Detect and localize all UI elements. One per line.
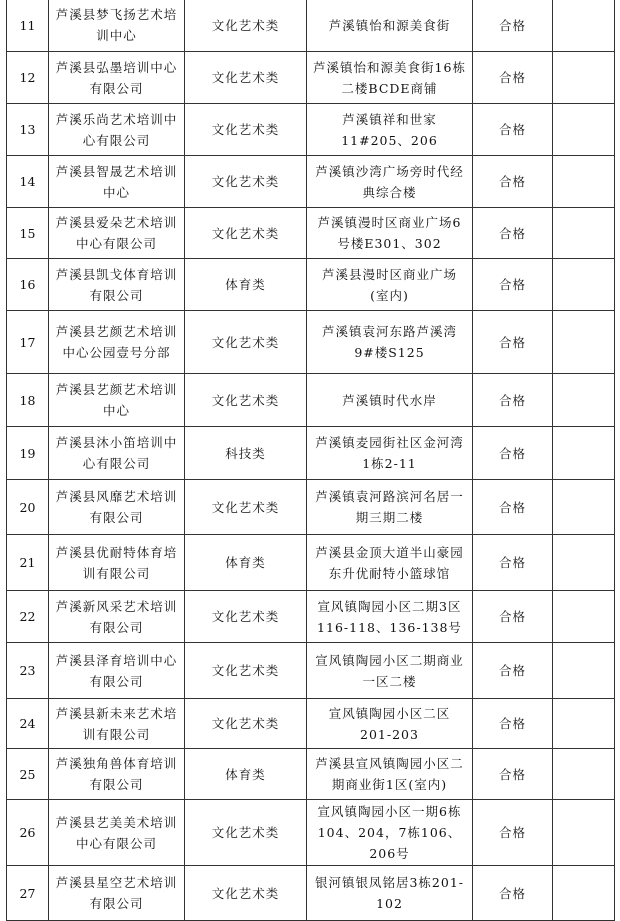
- inspection-result-cell: 合格: [473, 52, 553, 104]
- remark-cell: [553, 427, 615, 480]
- row-number-cell: 25: [7, 749, 49, 800]
- remark-cell: [553, 800, 615, 866]
- institution-name-cell: 芦溪新风采艺术培训有限公司: [49, 591, 185, 643]
- inspection-result-cell: 合格: [473, 427, 553, 480]
- category-cell: 文化艺术类: [185, 311, 307, 374]
- table-row: [7, 208, 615, 259]
- address-cell: 芦溪镇怡和源美食街: [307, 0, 473, 52]
- address-cell: 芦溪镇麦园街社区金河湾1栋2-11: [307, 427, 473, 480]
- inspection-result-cell: 合格: [473, 800, 553, 866]
- address-cell: 芦溪镇袁河路滨河名居一期三期二楼: [307, 480, 473, 535]
- remark-cell: [553, 699, 615, 749]
- remark-cell: [553, 208, 615, 259]
- table-row: [7, 591, 615, 643]
- remark-cell: [553, 480, 615, 535]
- institution-name-cell: 芦溪县优耐特体育培训有限公司: [49, 535, 185, 591]
- remark-cell: [553, 749, 615, 800]
- institution-name-cell: 芦溪县弘墨培训中心有限公司: [49, 52, 185, 104]
- category-cell: 文化艺术类: [185, 866, 307, 921]
- category-cell: 体育类: [185, 259, 307, 311]
- address-cell: 芦溪镇沙湾广场旁时代经典综合楼: [307, 156, 473, 208]
- address-cell: 芦溪镇祥和世家11#205、206: [307, 104, 473, 156]
- inspection-result-cell: 合格: [473, 0, 553, 52]
- remark-cell: [553, 643, 615, 699]
- category-cell: 文化艺术类: [185, 208, 307, 259]
- institution-name-cell: 芦溪独角兽体育培训有限公司: [49, 749, 185, 800]
- table-row: [7, 427, 615, 480]
- row-number-cell: 13: [7, 104, 49, 156]
- row-number-cell: 26: [7, 800, 49, 866]
- table-row: [7, 749, 615, 800]
- inspection-result-cell: 合格: [473, 699, 553, 749]
- inspection-result-cell: 合格: [473, 104, 553, 156]
- remark-cell: [553, 311, 615, 374]
- category-cell: 文化艺术类: [185, 156, 307, 208]
- remark-cell: [553, 591, 615, 643]
- table-body: [7, 0, 615, 921]
- remark-cell: [553, 156, 615, 208]
- inspection-result-cell: 合格: [473, 749, 553, 800]
- address-cell: 芦溪县漫时区商业广场(室内): [307, 259, 473, 311]
- institution-name-cell: 芦溪县艺美美术培训中心有限公司: [49, 800, 185, 866]
- row-number-cell: 24: [7, 699, 49, 749]
- row-number-cell: 23: [7, 643, 49, 699]
- category-cell: 文化艺术类: [185, 104, 307, 156]
- table-row: [7, 480, 615, 535]
- inspection-result-cell: 合格: [473, 374, 553, 427]
- address-cell: 芦溪镇袁河东路芦溪湾9#楼S125: [307, 311, 473, 374]
- remark-cell: [553, 52, 615, 104]
- category-cell: 文化艺术类: [185, 480, 307, 535]
- row-number-cell: 27: [7, 866, 49, 921]
- address-cell: 宣风镇陶园小区二期商业一区二楼: [307, 643, 473, 699]
- inspection-result-cell: 合格: [473, 480, 553, 535]
- address-cell: 宣风镇陶园小区一期6栋104、204，7栋106、206号: [307, 800, 473, 866]
- institution-name-cell: 芦溪县星空艺术培训有限公司: [49, 866, 185, 921]
- remark-cell: [553, 535, 615, 591]
- category-cell: 文化艺术类: [185, 52, 307, 104]
- remark-cell: [553, 104, 615, 156]
- inspection-result-cell: 合格: [473, 535, 553, 591]
- institution-name-cell: 芦溪县风靡艺术培训有限公司: [49, 480, 185, 535]
- institution-name-cell: 芦溪县梦飞扬艺术培训中心: [49, 0, 185, 52]
- remark-cell: [553, 374, 615, 427]
- table-row: [7, 259, 615, 311]
- remark-cell: [553, 0, 615, 52]
- row-number-cell: 11: [7, 0, 49, 52]
- address-cell: 银河镇银凤铭居3栋201-102: [307, 866, 473, 921]
- table-row: [7, 104, 615, 156]
- institution-name-cell: 芦溪乐尚艺术培训中心有限公司: [49, 104, 185, 156]
- address-cell: 芦溪镇怡和源美食街16栋二楼BCDE商铺: [307, 52, 473, 104]
- table-row: [7, 156, 615, 208]
- table-row: [7, 535, 615, 591]
- inspection-result-cell: 合格: [473, 591, 553, 643]
- category-cell: 文化艺术类: [185, 0, 307, 52]
- row-number-cell: 20: [7, 480, 49, 535]
- inspection-result-cell: 合格: [473, 643, 553, 699]
- row-number-cell: 19: [7, 427, 49, 480]
- address-cell: 宣风镇陶园小区二期3区116-118、136-138号: [307, 591, 473, 643]
- table-row: [7, 643, 615, 699]
- institution-name-cell: 芦溪县智晟艺术培训中心: [49, 156, 185, 208]
- category-cell: 体育类: [185, 749, 307, 800]
- table-row: [7, 311, 615, 374]
- address-cell: 芦溪县宣风镇陶园小区二期商业街1区(室内): [307, 749, 473, 800]
- institution-name-cell: 芦溪县爱朵艺术培训中心有限公司: [49, 208, 185, 259]
- row-number-cell: 12: [7, 52, 49, 104]
- inspection-result-cell: 合格: [473, 311, 553, 374]
- table-row: [7, 52, 615, 104]
- institution-name-cell: 芦溪县新未来艺术培训有限公司: [49, 699, 185, 749]
- institution-table: [6, 0, 615, 921]
- table-row: [7, 800, 615, 866]
- institution-name-cell: 芦溪县艺颜艺术培训中心: [49, 374, 185, 427]
- category-cell: 文化艺术类: [185, 591, 307, 643]
- category-cell: 文化艺术类: [185, 374, 307, 427]
- inspection-result-cell: 合格: [473, 208, 553, 259]
- inspection-result-cell: 合格: [473, 866, 553, 921]
- inspection-result-cell: 合格: [473, 259, 553, 311]
- institution-name-cell: 芦溪县艺颜艺术培训中心公园壹号分部: [49, 311, 185, 374]
- category-cell: 体育类: [185, 535, 307, 591]
- table-row: [7, 0, 615, 52]
- category-cell: 文化艺术类: [185, 800, 307, 866]
- row-number-cell: 15: [7, 208, 49, 259]
- institution-name-cell: 芦溪县泽育培训中心有限公司: [49, 643, 185, 699]
- category-cell: 文化艺术类: [185, 643, 307, 699]
- table-row: [7, 374, 615, 427]
- institution-name-cell: 芦溪县沐小笛培训中心有限公司: [49, 427, 185, 480]
- address-cell: 芦溪镇漫时区商业广场6号楼E301、302: [307, 208, 473, 259]
- inspection-result-cell: 合格: [473, 156, 553, 208]
- address-cell: 宣风镇陶园小区二区201-203: [307, 699, 473, 749]
- category-cell: 文化艺术类: [185, 699, 307, 749]
- category-cell: 科技类: [185, 427, 307, 480]
- row-number-cell: 18: [7, 374, 49, 427]
- row-number-cell: 16: [7, 259, 49, 311]
- remark-cell: [553, 259, 615, 311]
- row-number-cell: 22: [7, 591, 49, 643]
- address-cell: 芦溪县金顶大道半山豪园东升优耐特小篮球馆: [307, 535, 473, 591]
- row-number-cell: 17: [7, 311, 49, 374]
- row-number-cell: 21: [7, 535, 49, 591]
- institution-name-cell: 芦溪县凯戈体育培训有限公司: [49, 259, 185, 311]
- address-cell: 芦溪镇时代水岸: [307, 374, 473, 427]
- table-row: [7, 866, 615, 921]
- remark-cell: [553, 866, 615, 921]
- table-row: [7, 699, 615, 749]
- row-number-cell: 14: [7, 156, 49, 208]
